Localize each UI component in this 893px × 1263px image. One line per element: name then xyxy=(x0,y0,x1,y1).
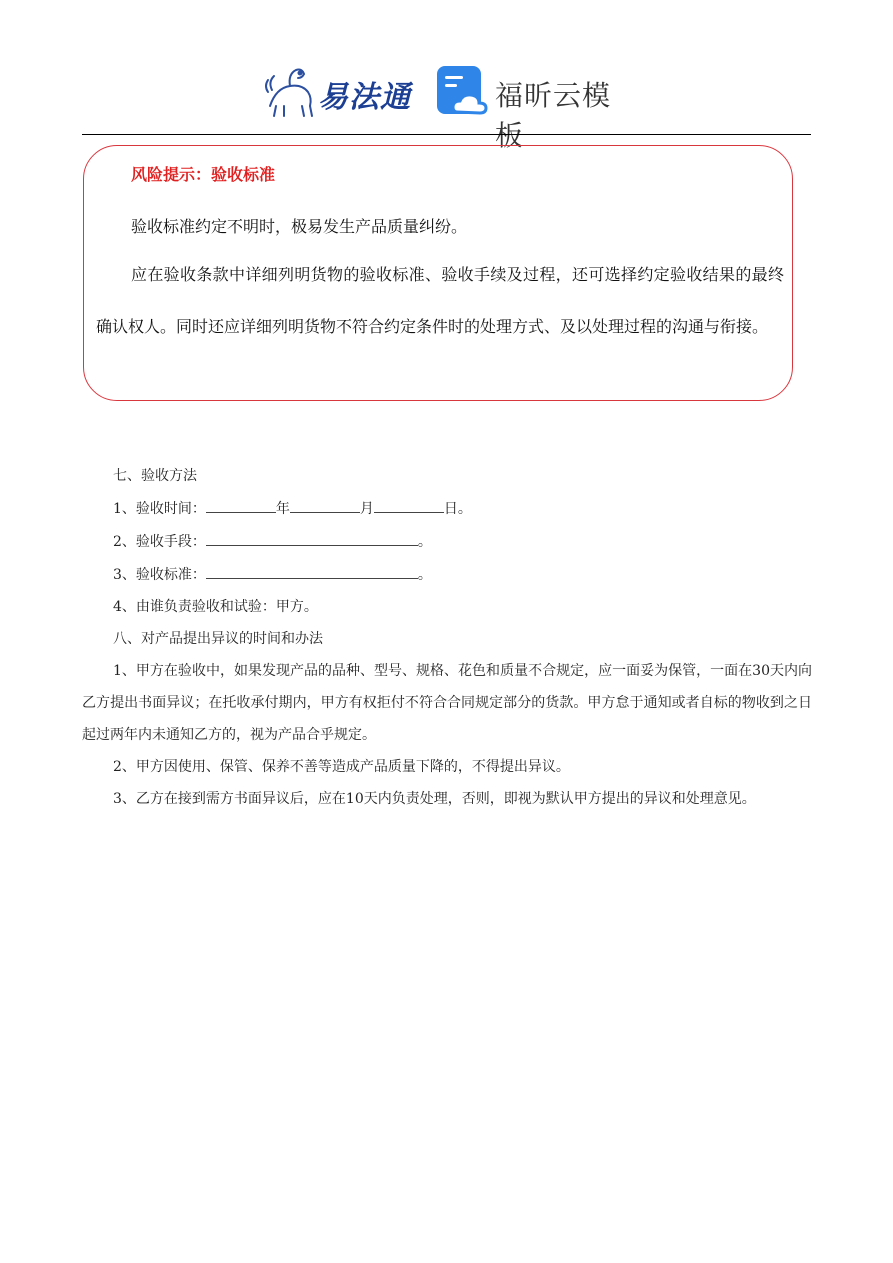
risk-paragraph-1: 验收标准约定不明时，极易发生产品质量纠纷。 xyxy=(131,217,468,236)
foxit-template-logo: 福昕云模板 xyxy=(435,64,635,118)
year-blank[interactable] xyxy=(206,492,276,513)
risk-title: 风险提示：验收标准 xyxy=(131,165,276,184)
acceptance-time-line: 1、验收时间： 年 月 日。 xyxy=(82,492,812,525)
acceptance-standard-line: 3、验收标准： 。 xyxy=(82,558,812,591)
standard-blank[interactable] xyxy=(206,558,418,579)
month-blank[interactable] xyxy=(290,492,360,513)
page-header xyxy=(0,58,893,152)
day-blank[interactable] xyxy=(374,492,444,513)
objection-clause-3: 3、乙方在接到需方书面异议后，应在10天内负责处理，否则，即视为默认甲方提出的异议和处理意见。 xyxy=(113,791,756,807)
objection-clause-1: 1、甲方在验收中，如果发现产品的品种、型号、规格、花色和质量不合规定，应一面妥为保管，一面在30天内向乙方提出书面异议；在托收承付期内，甲方有权拒付不符合合同规定部分的货款。甲方怠于通知或者自标的物收到之日起过两年内未通知乙方的，视为产品合乎规定。 xyxy=(82,663,812,743)
acceptance-means-line: 2、验收手段： 。 xyxy=(82,525,812,558)
contract-body xyxy=(82,460,812,815)
risk-notice-box xyxy=(83,145,793,401)
section-8-title: 八、对产品提出异议的时间和办法 xyxy=(113,631,323,647)
yifatong-logo: 易法通 xyxy=(262,62,412,118)
header-divider xyxy=(82,134,811,135)
means-blank[interactable] xyxy=(206,525,418,546)
qilin-icon xyxy=(262,62,322,118)
risk-paragraph-2: 应在验收条款中详细列明货物的验收标准、验收手续及过程，还可选择约定验收结果的最终确认权人。同时还应详细列明货物不符合约定条件时的处理方式、及以处理过程的沟通与衔接。 xyxy=(96,265,784,336)
cloud-document-icon xyxy=(435,64,489,118)
objection-clause-2: 2、甲方因使用、保管、保养不善等造成产品质量下降的，不得提出异议。 xyxy=(113,759,570,775)
acceptance-responsible-line: 4、由谁负责验收和试验：甲方。 xyxy=(113,599,318,615)
section-7-title: 七、验收方法 xyxy=(113,468,197,484)
